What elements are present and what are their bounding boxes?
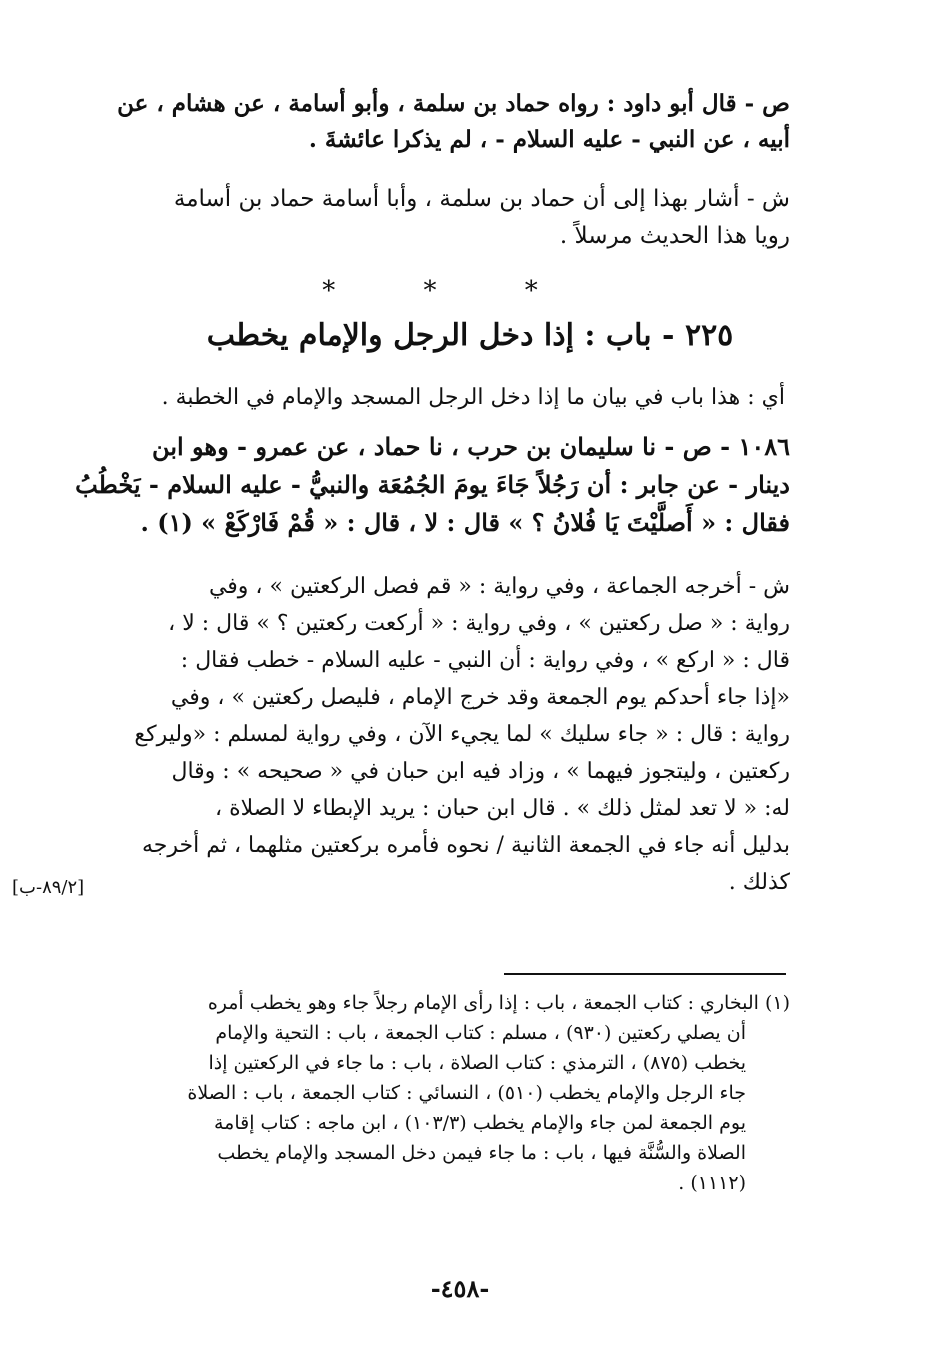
text-line: ش - أشار بهذا إلى أن حماد بن سلمة ، وأبا أسامة حماد بن أسامة <box>173 186 790 212</box>
text-line: رويا هذا الحديث مرسلاً . <box>559 223 790 249</box>
footnote-line: (١١١٢) . <box>678 1172 746 1194</box>
text-line: «إذا جاء أحدكم يوم الجمعة وقد خرج الإمام ، فليصل ركعتين » ، وفي <box>170 685 790 710</box>
page-number: -٤٥٨- <box>430 1274 490 1303</box>
text-line: ش - أخرجه الجماعة ، وفي رواية : « قم فصل الركعتين » ، وفي <box>208 574 790 599</box>
text-line: فقال : « أَصلَّيْتَ يَا فُلانُ ؟ » قال : لا ، قال : « قُمْ فَارْكَعْ » (١) . <box>140 508 790 537</box>
text-line: له: « لا تعد لمثل ذلك » . قال ابن حبان : يريد الإبطاء لا الصلاة ، <box>214 796 790 821</box>
footnote-divider <box>504 973 786 975</box>
footnote-line: جاء الرجل والإمام يخطب (٥١٠) ، النسائي : كتاب الجمعة ، باب : الصلاة <box>187 1082 746 1104</box>
chapter-explanation <box>105 380 785 416</box>
text-line: ركعتين ، وليتجوز فيهما » ، وزاد فيه ابن حبان في « صحيحه » : وقال <box>171 759 790 784</box>
text-line: رواية : قال : « جاء سليك » لما يجيء الآن ، وفي رواية لمسلم : «وليركع <box>134 722 790 747</box>
footnote-line: يخطب (٨٧٥) ، الترمذي : كتاب الصلاة ، باب : ما جاء في الركعتين إذا <box>208 1052 746 1074</box>
paragraph-shin-commentary <box>105 181 790 255</box>
chapter-heading: ٢٢٥ - باب : إذا دخل الرجل والإمام يخطب <box>206 318 734 353</box>
text-line: أبيه ، عن النبي - عليه السلام - ، لم يذكرا عائشةَ . <box>308 126 790 153</box>
footnote-line: يوم الجمعة لمن جاء والإمام يخطب (١٠٣/٣) ، ابن ماجه : كتاب إقامة <box>213 1112 746 1134</box>
text-line: ١٠٨٦ - ص - نا سليمان بن حرب ، نا حماد ، عن عمرو - وهو ابن <box>152 432 790 461</box>
hadith-commentary <box>105 568 790 901</box>
footnote-line: الصلاة والسُّنَّة فيها ، باب : ما جاء فيمن دخل المسجد والإمام يخطب <box>217 1142 746 1164</box>
footnote <box>105 988 790 1198</box>
text-line: رواية : « صل ركعتين » ، وفي رواية : « أركعت ركعتين ؟ » قال : لا ، <box>168 611 790 636</box>
text-line: دينار - عن جابر : أن رَجُلاً جَاءَ يومَ الجُمُعَة والنبيُّ - عليه السلام - يَخْطُبُ <box>75 470 790 499</box>
text-line: أي : هذا باب في بيان ما إذا دخل الرجل المسجد والإمام في الخطبة . <box>161 385 785 410</box>
footnote-line: أن يصلي ركعتين (٩٣٠) ، مسلم : كتاب الجمعة ، باب : التحية والإمام <box>215 1022 746 1044</box>
text-line: كذلك . <box>728 870 790 895</box>
manuscript-folio-note: [٨٩/٢-ب] <box>12 877 85 898</box>
text-line: قال : « اركع » ، وفي رواية : أن النبي - عليه السلام - خطب فقال : <box>180 648 790 673</box>
text-line: بدليل أنه جاء في الجمعة الثانية / نحوه فأمره بركعتين مثلهما ، ثم أخرجه <box>141 833 790 858</box>
paragraph-sad-abu-dawud <box>105 86 790 158</box>
footnote-line: (١) البخاري : كتاب الجمعة ، باب : إذا رأى الإمام رجلاً جاء وهو يخطب أمره <box>207 992 790 1014</box>
hadith-text <box>75 428 790 542</box>
section-separator: * * * <box>322 276 578 306</box>
text-line: ص - قال أبو داود : رواه حماد بن سلمة ، وأبو أسامة ، عن هشام ، عن <box>117 90 790 117</box>
